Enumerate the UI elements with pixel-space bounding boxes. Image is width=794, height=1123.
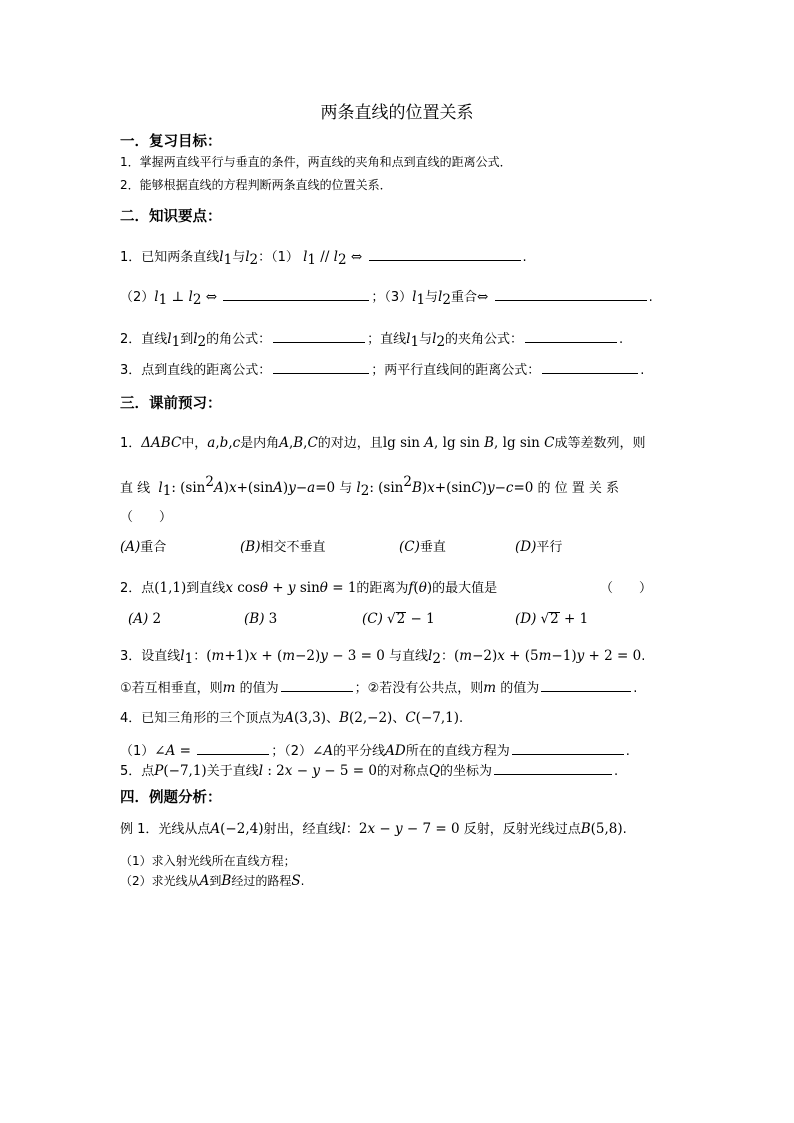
question-1-line-2: 直 线 $l_1$: $(\sin^2A)x+(\sin A)y-a=0$ 与 $l_2$: $(\sin^2B)x+(\sin C)y-c=0$ 的 位 置 关 系 <box>120 474 620 499</box>
question-2-option-b[interactable]: (B) 3 <box>244 611 278 627</box>
answer-blank[interactable] <box>512 742 624 755</box>
answer-blank[interactable] <box>541 679 631 692</box>
question-1-option-c[interactable]: (C)垂直 <box>399 539 446 555</box>
answer-blank[interactable] <box>273 330 365 343</box>
objective-item-2: 2．能够根据直线的方程判断两条直线的位置关系． <box>120 178 392 192</box>
question-2-option-a[interactable]: (A) 2 <box>128 611 162 627</box>
knowledge-line-3: 2．直线$l_1$到$l_2$的角公式： ；直线$l_1$与$l_2$的夹角公式： . <box>120 331 624 350</box>
answer-blank[interactable] <box>542 361 638 374</box>
question-1-paren: （ ） <box>120 510 173 525</box>
answer-blank[interactable] <box>369 248 521 261</box>
knowledge-line-1: 1．已知两条直线$l_1$与$l_2$：（1） $l_1 // l_2$ ⇔ . <box>120 249 527 268</box>
section-3-heading: 三．课前预习： <box>120 396 222 412</box>
answer-blank[interactable] <box>494 762 612 775</box>
answer-blank[interactable] <box>197 742 269 755</box>
question-2: 2．点(1,1)到直线x cosθ + y sinθ = 1的距离为f(θ)的最大值是 <box>120 580 498 596</box>
question-1-line-1: 1．ΔABC中，a,b,c是内角A,B,C的对边，且lg sin A, lg sin B, lg sin C成等差数列，则 <box>120 435 646 451</box>
example-1-sub-2: （2）求光线从A到B经过的路程S. <box>120 873 305 889</box>
example-1-sub-1: （1）求入射光线所在直线方程； <box>120 854 296 868</box>
page-title: 两条直线的位置关系 <box>320 103 474 123</box>
question-1-option-d[interactable]: (D)平行 <box>515 539 563 555</box>
question-2-option-d[interactable]: (D) √2 + 1 <box>515 611 589 627</box>
question-4-subparts: （1）∠A = ；（2）∠A的平分线AD所在的直线方程为 . <box>120 743 630 759</box>
answer-blank[interactable] <box>273 361 369 374</box>
section-2-heading: 二．知识要点： <box>120 209 222 225</box>
example-1: 例 1．光线从点A(−2,4)射出，经直线l：2x − y − 7 = 0 反射，反射光线过点B(5,8). <box>120 821 627 837</box>
question-2-option-c[interactable]: (C) √2 − 1 <box>362 611 435 627</box>
question-2-paren: （ ） <box>600 581 653 596</box>
question-3-subparts: ①若互相垂直，则m 的值为 ；②若没有公共点，则m 的值为 . <box>120 680 638 696</box>
answer-blank[interactable] <box>281 679 353 692</box>
answer-blank[interactable] <box>495 288 647 301</box>
question-4: 4．已知三角形的三个顶点为A(3,3)、B(2,−2)、C(−7,1). <box>120 710 464 726</box>
question-5: 5．点P(−7,1)关于直线l : 2x − y − 5 = 0的对称点Q的坐标为 . <box>120 763 619 779</box>
objective-item-1: 1．掌握两直线平行与垂直的条件，两直线的夹角和点到直线的距离公式． <box>120 155 512 169</box>
section-4-heading: 四．例题分析： <box>120 790 222 806</box>
section-1-heading: 一．复习目标： <box>120 134 222 150</box>
knowledge-line-2: $(2)l_1$ ⊥ $l_2$ ⇔ ；$(3)l_1$与$l_2$重合⇔ . <box>120 289 653 308</box>
knowledge-line-4: 3．点到直线的距离公式： ；两平行直线间的距离公式： . <box>120 363 645 378</box>
answer-blank[interactable] <box>525 330 617 343</box>
question-1-option-a[interactable]: (A)重合 <box>120 539 167 555</box>
answer-blank[interactable] <box>223 288 369 301</box>
question-3: 3．设直线$l_1$：(m+1)x + (m−2)y − 3 = 0 与直线$l_2$：(m−2)x + (5m−1)y + 2 = 0. <box>120 648 646 667</box>
question-1-option-b[interactable]: (B)相交不垂直 <box>240 539 326 555</box>
